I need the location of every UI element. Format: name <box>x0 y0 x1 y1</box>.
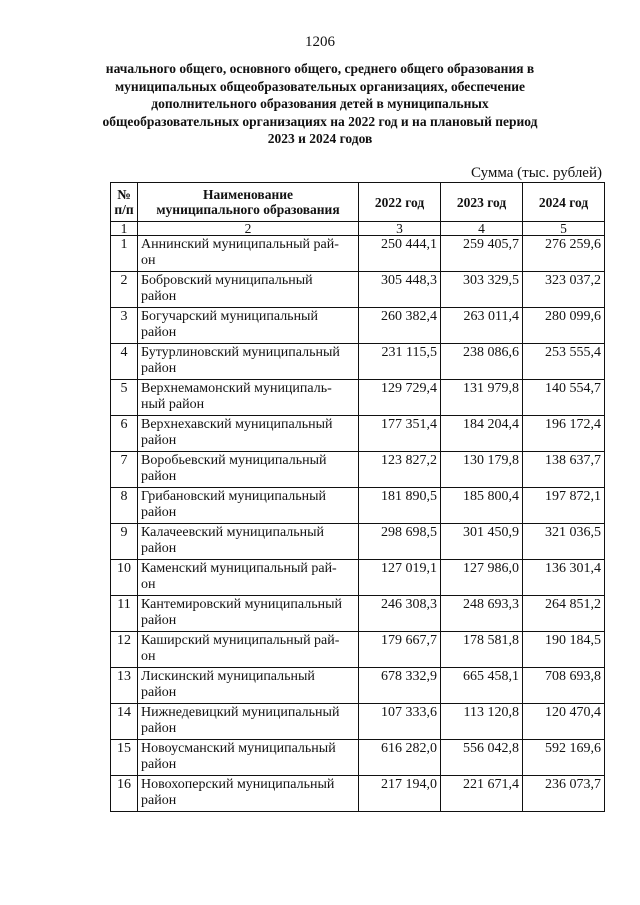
amount-2024: 197 872,1 <box>523 488 605 524</box>
amount-2023: 185 800,4 <box>441 488 523 524</box>
units-label: Сумма (тыс. рублей) <box>470 165 602 181</box>
amount-2022: 179 667,7 <box>359 632 441 668</box>
row-number: 14 <box>111 704 138 740</box>
title-line: дополнительного образования детей в муниципальных <box>151 96 489 112</box>
amount-2022: 177 351,4 <box>359 416 441 452</box>
row-number: 1 <box>111 236 138 272</box>
municipality-name <box>138 308 359 344</box>
amount-2022: 678 332,9 <box>359 668 441 704</box>
amount-2023: 238 086,6 <box>441 344 523 380</box>
municipality-name <box>138 704 359 740</box>
amount-2023: 301 450,9 <box>441 524 523 560</box>
amount-2024: 196 172,4 <box>523 416 605 452</box>
table-row <box>111 272 605 308</box>
municipality-name <box>138 452 359 488</box>
amount-2023: 178 581,8 <box>441 632 523 668</box>
column-number: 1 <box>111 222 138 236</box>
amount-2024: 708 693,8 <box>523 668 605 704</box>
row-number: 15 <box>111 740 138 776</box>
table-row <box>111 488 605 524</box>
header-number: № п/п <box>111 183 138 222</box>
row-number: 10 <box>111 560 138 596</box>
municipality-name <box>138 740 359 776</box>
municipality-name <box>138 380 359 416</box>
funding-table <box>110 182 605 812</box>
municipality-name <box>138 488 359 524</box>
amount-2024: 280 099,6 <box>523 308 605 344</box>
row-number: 16 <box>111 776 138 812</box>
row-number: 4 <box>111 344 138 380</box>
amount-2023: 127 986,0 <box>441 560 523 596</box>
municipality-name <box>138 560 359 596</box>
municipality-name-line: Каширский муниципальный рай- <box>141 633 340 648</box>
municipality-name-line: район <box>141 793 177 808</box>
amount-2022: 181 890,5 <box>359 488 441 524</box>
table-row <box>111 740 605 776</box>
title-line: муниципальных общеобразовательных организациях, обеспечение <box>114 78 526 94</box>
municipality-name <box>138 596 359 632</box>
amount-2024: 253 555,4 <box>523 344 605 380</box>
amount-2024: 321 036,5 <box>523 524 605 560</box>
municipality-name-line: район <box>141 541 177 556</box>
row-number: 13 <box>111 668 138 704</box>
table-row <box>111 704 605 740</box>
table-row <box>111 416 605 452</box>
municipality-name-line: район <box>141 613 177 628</box>
amount-2023: 113 120,8 <box>441 704 523 740</box>
table-row <box>111 236 605 272</box>
row-number: 3 <box>111 308 138 344</box>
amount-2023: 303 329,5 <box>441 272 523 308</box>
amount-2024: 236 073,7 <box>523 776 605 812</box>
table-row <box>111 668 605 704</box>
column-number-row <box>111 222 605 236</box>
municipality-name-line: район <box>141 433 177 448</box>
municipality-name <box>138 416 359 452</box>
table-row <box>111 596 605 632</box>
amount-2023: 130 179,8 <box>441 452 523 488</box>
column-number: 2 <box>138 222 359 236</box>
row-number: 6 <box>111 416 138 452</box>
header-2024: 2024 год <box>523 183 605 222</box>
municipality-name <box>138 236 359 272</box>
amount-2022: 246 308,3 <box>359 596 441 632</box>
row-number: 5 <box>111 380 138 416</box>
table-row <box>111 632 605 668</box>
row-number: 8 <box>111 488 138 524</box>
column-number: 5 <box>523 222 605 236</box>
municipality-name-line: район <box>141 325 177 340</box>
amount-2024: 138 637,7 <box>523 452 605 488</box>
municipality-name <box>138 776 359 812</box>
row-number: 7 <box>111 452 138 488</box>
municipality-name-line: Лискинский муниципальный <box>141 669 315 684</box>
amount-2022: 298 698,5 <box>359 524 441 560</box>
document-title <box>100 60 540 148</box>
amount-2024: 136 301,4 <box>523 560 605 596</box>
amount-2024: 140 554,7 <box>523 380 605 416</box>
amount-2024: 276 259,6 <box>523 236 605 272</box>
amount-2023: 184 204,4 <box>441 416 523 452</box>
municipality-name-line: Бутурлиновский муниципальный <box>141 345 340 360</box>
amount-2022: 250 444,1 <box>359 236 441 272</box>
municipality-name-line: Воробьевский муниципальный <box>141 453 327 468</box>
header-2022: 2022 год <box>359 183 441 222</box>
table-row <box>111 380 605 416</box>
municipality-name-line: Грибановский муниципальный <box>141 489 326 504</box>
amount-2024: 264 851,2 <box>523 596 605 632</box>
amount-2022: 616 282,0 <box>359 740 441 776</box>
municipality-name-line: район <box>141 685 177 700</box>
municipality-name-line: район <box>141 469 177 484</box>
municipality-name-line: район <box>141 505 177 520</box>
municipality-name-line: Калачеевский муниципальный <box>141 525 325 540</box>
table-row <box>111 452 605 488</box>
amount-2023: 665 458,1 <box>441 668 523 704</box>
municipality-name <box>138 524 359 560</box>
municipality-name-line: Нижнедевицкий муниципальный <box>141 705 340 720</box>
amount-2022: 123 827,2 <box>359 452 441 488</box>
municipality-name-line: район <box>141 361 177 376</box>
table-row <box>111 344 605 380</box>
municipality-name <box>138 668 359 704</box>
amount-2023: 221 671,4 <box>441 776 523 812</box>
title-line: 2023 и 2024 годов <box>267 131 373 147</box>
amount-2024: 190 184,5 <box>523 632 605 668</box>
column-number: 3 <box>359 222 441 236</box>
municipality-name-line: район <box>141 757 177 772</box>
row-number: 9 <box>111 524 138 560</box>
amount-2023: 259 405,7 <box>441 236 523 272</box>
municipality-name <box>138 344 359 380</box>
municipality-name-line: Бобровский муниципальный <box>141 273 313 288</box>
municipality-name-line: он <box>141 253 156 268</box>
table-row <box>111 560 605 596</box>
amount-2022: 260 382,4 <box>359 308 441 344</box>
table-row <box>111 776 605 812</box>
amount-2022: 129 729,4 <box>359 380 441 416</box>
row-number: 11 <box>111 596 138 632</box>
title-line: начального общего, основного общего, среднего общего образования в <box>105 61 535 76</box>
municipality-name-line: Верхнехавский муниципальный <box>141 417 333 432</box>
amount-2024: 592 169,6 <box>523 740 605 776</box>
amount-2022: 231 115,5 <box>359 344 441 380</box>
header-name: Наименование муниципального образования <box>138 183 359 222</box>
municipality-name-line: Новохоперский муниципальный <box>141 777 335 792</box>
table-row <box>111 308 605 344</box>
header-2023: 2023 год <box>441 183 523 222</box>
municipality-name-line: он <box>141 649 156 664</box>
amount-2024: 323 037,2 <box>523 272 605 308</box>
municipality-name <box>138 272 359 308</box>
municipality-name-line: район <box>141 289 177 304</box>
municipality-name-line: он <box>141 577 156 592</box>
amount-2022: 217 194,0 <box>359 776 441 812</box>
amount-2023: 131 979,8 <box>441 380 523 416</box>
amount-2022: 127 019,1 <box>359 560 441 596</box>
municipality-name-line: Аннинский муниципальный рай- <box>141 237 339 252</box>
municipality-name-line: ный район <box>141 397 205 412</box>
amount-2023: 556 042,8 <box>441 740 523 776</box>
amount-2022: 305 448,3 <box>359 272 441 308</box>
municipality-name-line: район <box>141 721 177 736</box>
row-number: 2 <box>111 272 138 308</box>
column-number: 4 <box>441 222 523 236</box>
amount-2023: 263 011,4 <box>441 308 523 344</box>
table-header-row <box>111 183 605 222</box>
amount-2023: 248 693,3 <box>441 596 523 632</box>
amount-2022: 107 333,6 <box>359 704 441 740</box>
title-line: общеобразовательных организациях на 2022 год и на плановый период <box>102 113 538 129</box>
municipality-name-line: Верхнемамонский муниципаль- <box>141 381 332 396</box>
municipality-name-line: Каменский муниципальный рай- <box>141 561 337 576</box>
row-number: 12 <box>111 632 138 668</box>
municipality-name-line: Новоусманский муниципальный <box>141 741 336 756</box>
page-number: 1206 <box>305 34 335 50</box>
municipality-name <box>138 632 359 668</box>
table-row <box>111 524 605 560</box>
municipality-name-line: Кантемировский муниципальный <box>141 597 342 612</box>
amount-2024: 120 470,4 <box>523 704 605 740</box>
municipality-name-line: Богучарский муниципальный <box>141 309 318 324</box>
